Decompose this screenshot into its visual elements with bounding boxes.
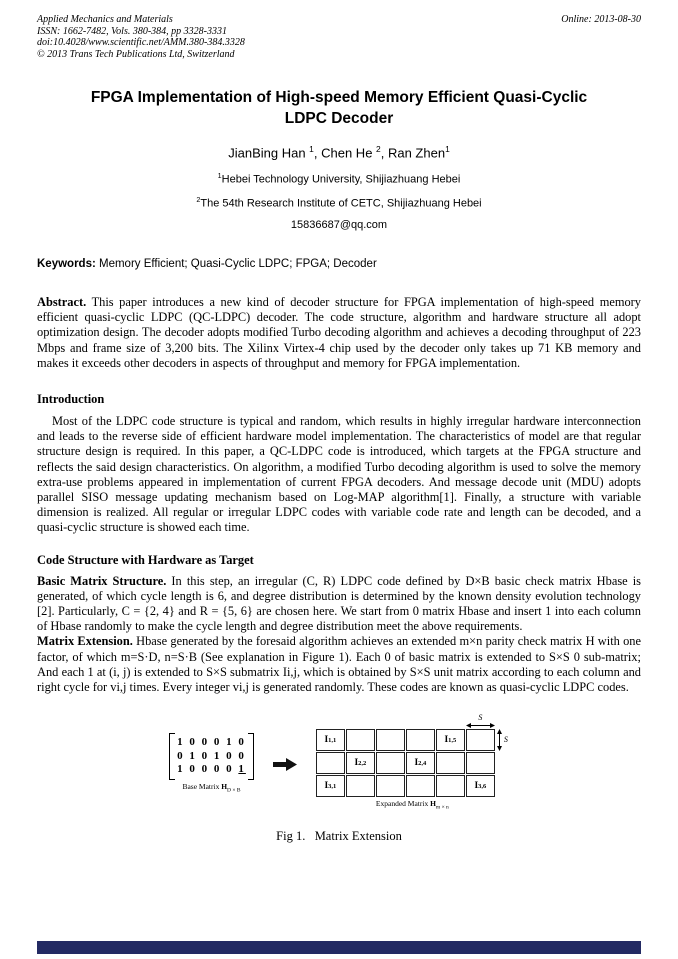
journal-title: Applied Mechanics and Materials — [37, 14, 173, 25]
author-2: Chen He — [321, 145, 377, 161]
expanded-matrix-cell-zero — [436, 775, 465, 797]
expanded-matrix-cell-zero — [376, 775, 405, 797]
expanded-matrix-cell-identity: I 1,5 — [436, 729, 465, 751]
base-matrix-block — [169, 733, 254, 795]
keywords-label: Keywords: — [37, 258, 96, 271]
s-width-marker — [466, 714, 495, 729]
expanded-matrix-cell-identity: I 1,1 — [316, 729, 345, 751]
expanded-matrix-cell-identity: I 3,6 — [466, 775, 495, 797]
matrix-extension-text: Hbase generated by the foresaid algorithm achieves an extended m×n parity check matrix H with one factor, of which m=S·D, n=S·B (See explanation in Figure 1). Each 0 of basic matrix is extended to S×S 0 sub-matrix; And each 1 at (i, j) is extended to S×S submatrix Ii,j, which is obtained by S×S unit matrix according to each column and right cycle for vi,j times. Every integer vi,j is generated randomly. These codes are known as quasi-cyclic LDPC codes. — [37, 634, 642, 695]
basic-matrix-label: Basic Matrix Structure. — [37, 573, 167, 588]
base-matrix-row3-start: 1 0 0 0 0 — [177, 763, 239, 776]
author-separator: , — [313, 145, 322, 161]
author-2-affmark: 2 — [376, 144, 381, 155]
author-1-affmark: 1 — [309, 144, 314, 155]
expanded-matrix-cell-zero — [406, 729, 435, 751]
base-matrix-label-text: Base Matrix — [182, 781, 222, 791]
keywords-line — [37, 257, 641, 271]
expanded-matrix-cell-zero — [376, 729, 405, 751]
introduction-paragraph: Most of the LDPC code structure is typical and random, which results in highly irregular hardware interconnection and leads to the reverse side of efficient hardware model implementation. The characteristics of model are that regular structure design is required. In this paper, a QC-LDPC code is introduced, which targets at the FPGA structure and reflects the said design characteristics. On algorithm, a modified Turbo decoding algorithm is used to solve the memory extra-use problems appeared in implementation of current FPGA decoders. And message decode unit (MDU) adopts parallel SISO message updating mechanism based on Log-MAP algorithm[1]. Finally, a structure with variable dimension is realized. All regular or irregular LDPC codes with variable code rate and length can be decoded, and a quasi-cyclic structure is showed each time. — [37, 414, 641, 535]
expanded-matrix-block — [316, 715, 509, 813]
expanded-matrix-cell-identity: I 3,1 — [316, 775, 345, 797]
affiliation-1-mark: 1 — [217, 171, 222, 180]
abstract-paragraph — [37, 295, 641, 371]
abstract-text: This paper introduces a new kind of decoder structure for FPGA implementation of high-speed memory efficient quasi-cyclic LDPC (QC-LDPC) decoder. The code structure, algorithm and hardware structure all adopt optimization design. The decoder adopts modified Turbo decoding algorithm and achieves a decoding throughput of 223 Mbps and frame size of 3,200 bits. The Xilinx Virtex-4 chip used by the decoder only takes up 71 KB memory and makes it exceeds other decoders in aspects of throughput and memory for FPGA implementation. — [37, 295, 641, 370]
keywords-text: Memory Efficient; Quasi-Cyclic LDPC; FPGA; Decoder — [95, 258, 377, 271]
online-date: Online: 2013-08-30 — [561, 14, 641, 25]
figure-1-caption: Fig 1. Matrix Extension — [276, 828, 402, 843]
extension-arrow-icon — [272, 756, 298, 773]
base-matrix-label-symbol: H — [221, 781, 228, 791]
expanded-matrix-label — [316, 799, 509, 813]
expanded-matrix-cell-zero — [466, 729, 495, 751]
vertical-double-arrow-icon — [496, 729, 503, 751]
expanded-matrix-cell-identity: I 2,4 — [406, 752, 435, 774]
paper-title-line2: LDPC Decoder — [284, 110, 394, 128]
base-matrix-row — [177, 763, 246, 777]
s-height-marker — [496, 729, 508, 751]
base-matrix-row: 0 1 0 1 0 0 — [177, 749, 246, 762]
authors-line — [37, 141, 641, 161]
expanded-matrix-grid — [316, 729, 495, 797]
expanded-matrix-cell-zero — [436, 752, 465, 774]
author-separator: , — [380, 145, 388, 161]
affiliation-2-text: The 54th Research Institute of CETC, Shijiazhuang Hebei — [200, 198, 482, 211]
s-height-label: S — [503, 735, 508, 745]
contact-email: 15836687@qq.com — [290, 219, 388, 232]
base-matrix — [169, 733, 254, 780]
expanded-matrix-cell-zero — [406, 775, 435, 797]
journal-issn: ISSN: 1662-7482, Vols. 380-384, pp 3328-3331 — [37, 25, 227, 37]
affiliation-2-mark: 2 — [196, 196, 201, 205]
expanded-matrix-cell-identity: I 2,2 — [346, 752, 375, 774]
affiliation-1 — [37, 170, 641, 187]
paper-title — [37, 87, 641, 129]
figure-1 — [37, 715, 641, 813]
journal-header — [37, 14, 641, 60]
expanded-matrix-cell-zero — [346, 729, 375, 751]
heading-code-structure: Code Structure with Hardware as Target — [37, 552, 254, 567]
expanded-matrix-cell-zero — [466, 752, 495, 774]
base-matrix-label — [169, 782, 254, 796]
horizontal-double-arrow-icon — [466, 722, 495, 729]
journal-copyright: © 2013 Trans Tech Publications Ltd, Switzerland — [37, 48, 235, 60]
expanded-matrix-cell-zero — [346, 775, 375, 797]
base-matrix-row3-underlined: 1 — [238, 763, 246, 776]
base-matrix-row: 1 0 0 0 1 0 — [177, 736, 246, 749]
s-width-label: S — [478, 713, 483, 723]
footer-bar — [37, 941, 641, 954]
matrix-extension-paragraph — [37, 634, 641, 695]
author-1: JianBing Han — [228, 145, 310, 161]
expanded-matrix-label-text: Expanded Matrix — [375, 799, 431, 809]
expanded-matrix-cell-zero — [376, 752, 405, 774]
expanded-matrix-label-sub: m × n — [435, 804, 449, 811]
affiliation-2 — [37, 194, 641, 211]
affiliation-1-text: Hebei Technology University, Shijiazhuang Hebei — [221, 173, 461, 186]
base-matrix-label-sub: D × B — [227, 787, 241, 794]
paper-title-line1: FPGA Implementation of High-speed Memory Efficient Quasi-Cyclic — [90, 89, 588, 107]
author-3: Ran Zhen — [387, 145, 446, 161]
matrix-extension-label: Matrix Extension. — [37, 634, 133, 649]
basic-matrix-text: In this step, an irregular (C, R) LDPC code defined by D×B basic check matrix Hbase is generated, of which cycle length is 6, and degree distribution is determined by the known density evolution technology [2]. Particularly, C = {2, 4} and R = {5, 6} are chosen here. We start from 0 matrix Hbase and insert 1 into each column of Hbase randomly to make the cycle length and degree distribution meet the above requirements. — [37, 573, 641, 634]
expanded-matrix-label-symbol: H — [430, 799, 436, 809]
abstract-label: Abstract. — [37, 295, 87, 310]
expanded-matrix-cell-zero — [316, 752, 345, 774]
journal-header-left — [37, 14, 245, 60]
heading-introduction: Introduction — [37, 392, 105, 407]
author-3-affmark: 1 — [445, 144, 450, 155]
journal-doi: doi:10.4028/www.scientific.net/AMM.380-384.3328 — [37, 37, 245, 49]
basic-matrix-paragraph — [37, 574, 641, 635]
